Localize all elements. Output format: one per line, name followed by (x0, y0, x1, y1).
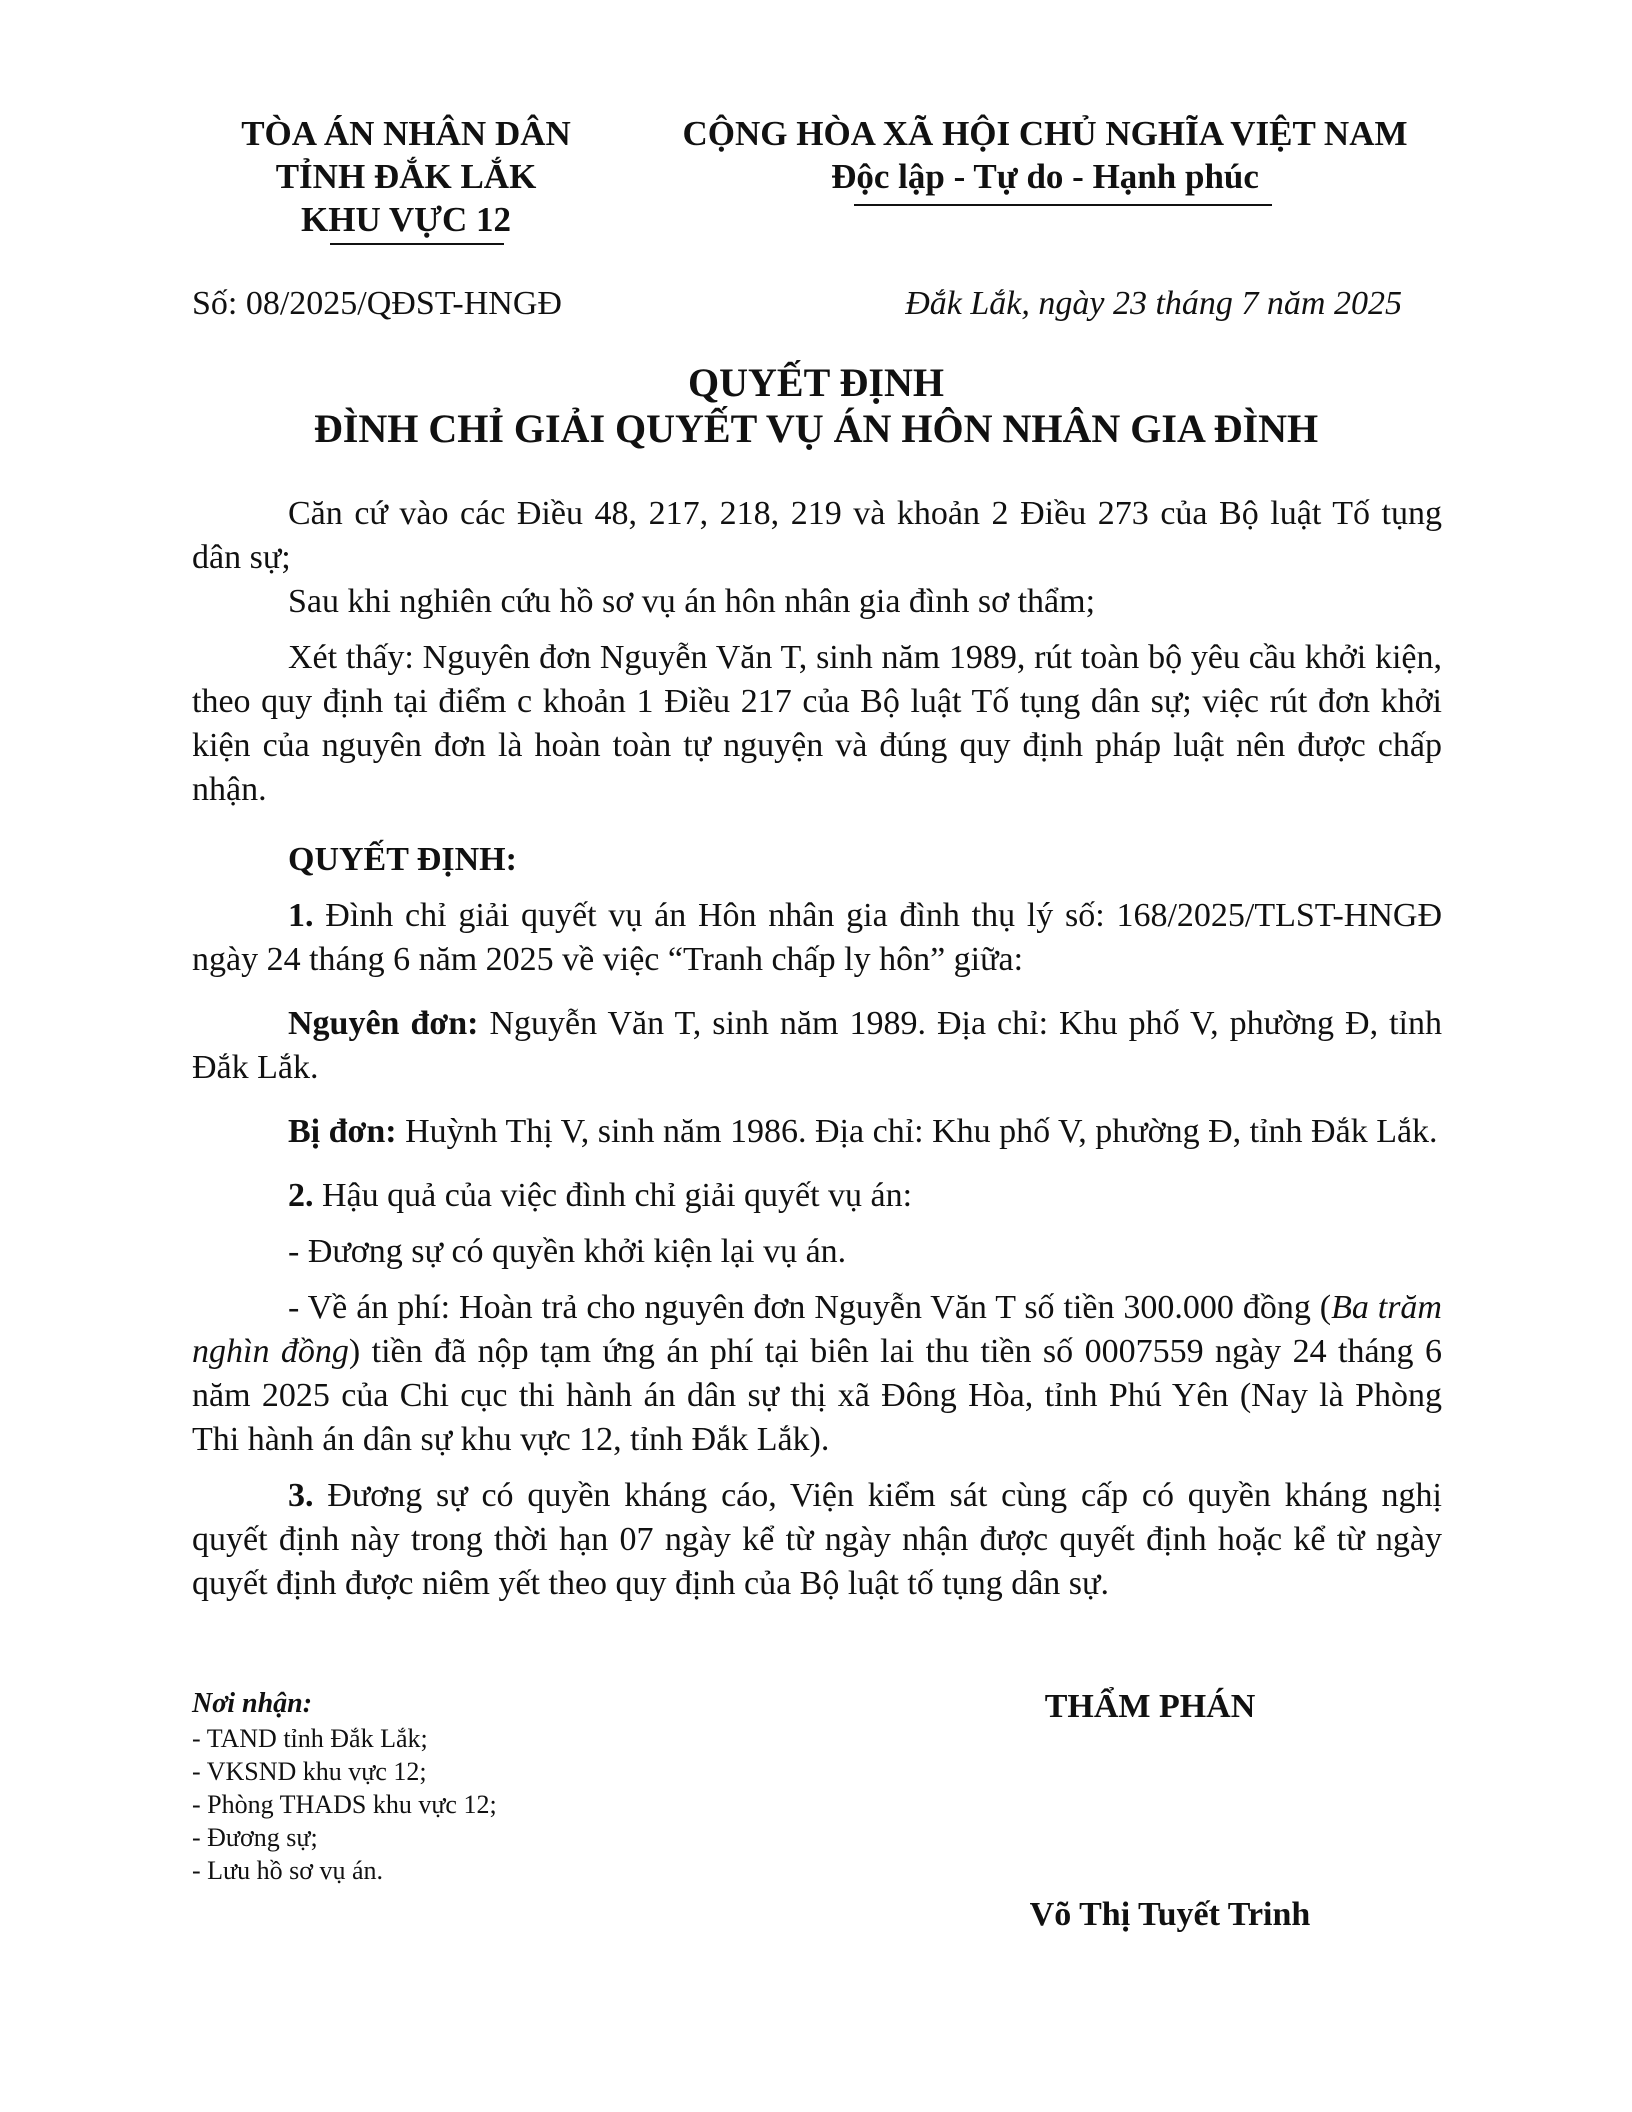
recipient-item: - Phòng THADS khu vực 12; (192, 1790, 497, 1819)
item-3-text: Đương sự có quyền kháng cáo, Viện kiểm sát cùng cấp có quyền kháng nghị quyết định này trong thời hạn 07 ngày kể từ ngày nhận được quyết định hoặc kể từ ngày quyết định được niêm yết theo quy định của Bộ luật tố tụng dân sự. (192, 1477, 1442, 1602)
item-2-consequence-b (192, 1286, 1442, 1462)
court-header (196, 112, 616, 241)
defendant-label: Bị đơn: (288, 1113, 397, 1150)
document-title (0, 360, 1632, 452)
recipient-item: - Lưu hồ sơ vụ án. (192, 1856, 384, 1885)
item-3-number: 3. (288, 1477, 314, 1514)
item-1-text: Đình chỉ giải quyết vụ án Hôn nhân gia đình thụ lý số: 168/2025/TLST-HNGĐ ngày 24 tháng 6 năm 2025 về việc “Tranh chấp ly hôn” giữa: (192, 897, 1442, 978)
fee-text-end: ) tiền đã nộp tạm ứng án phí tại biên lai thu tiền số 0007559 ngày 24 tháng 6 năm 2025 của Chi cục thi hành án dân sự thị xã Đông Hòa, tỉnh Phú Yên (Nay là Phòng Thi hành án dân sự khu vực 12, tỉnh Đắk Lắk). (192, 1333, 1442, 1458)
fee-text-start: - Về án phí: Hoàn trả cho nguyên đơn Nguyễn Văn T số tiền 300.000 đồng ( (288, 1289, 1332, 1326)
recipients-block (192, 1686, 792, 1887)
item-2-consequence-a: - Đương sự có quyền khởi kiện lại vụ án. (288, 1233, 847, 1270)
recipients-list (192, 1722, 792, 1887)
defendant-paragraph (192, 1110, 1442, 1154)
document-number: Số: 08/2025/QĐST-HNGĐ (192, 285, 562, 322)
national-name: CỘNG HÒA XÃ HỘI CHỦ NGHĨA VIỆT NAM (682, 114, 1408, 153)
item-1-number: 1. (288, 897, 314, 934)
legal-basis-1: Căn cứ vào các Điều 48, 217, 218, 219 và khoản 2 Điều 273 của Bộ luật Tố tụng dân sự; (192, 495, 1442, 576)
court-name-line3: KHU VỰC 12 (301, 200, 511, 239)
national-header (640, 112, 1450, 198)
recipient-item: - TAND tỉnh Đắk Lắk; (192, 1724, 428, 1753)
fee-amount-in-words: Ba trăm nghìn đồng (192, 1289, 1442, 1370)
title-line1: QUYẾT ĐỊNH (688, 360, 944, 405)
judge-name: Võ Thị Tuyết Trinh (1029, 1896, 1311, 1933)
place-date: Đắk Lắk, ngày 23 tháng 7 năm 2025 (905, 285, 1402, 322)
decision-item-3 (192, 1474, 1442, 1606)
legal-basis-2: Sau khi nghiên cứu hồ sơ vụ án hôn nhân gia đình sơ thẩm; (288, 583, 1096, 620)
document-body (192, 492, 1442, 1606)
plaintiff-text: Nguyễn Văn T, sinh năm 1989. Địa chỉ: Khu phố V, phường Đ, tỉnh Đắk Lắk. (192, 1005, 1442, 1086)
judge-title: THẨM PHÁN (1044, 1688, 1256, 1725)
national-motto: Độc lập - Tự do - Hạnh phúc (831, 157, 1259, 196)
decision-item-1 (192, 894, 1442, 982)
plaintiff-label: Nguyên đơn: (288, 1005, 479, 1042)
decision-heading: QUYẾT ĐỊNH: (288, 841, 517, 878)
recipient-item: - Đương sự; (192, 1823, 318, 1852)
considering-paragraph: Xét thấy: Nguyên đơn Nguyễn Văn T, sinh năm 1989, rút toàn bộ yêu cầu khởi kiện, theo quy định tại điểm c khoản 1 Điều 217 của Bộ luật Tố tụng dân sự; việc rút đơn khởi kiện của nguyên đơn là hoàn toàn tự nguyện và đúng quy định pháp luật nên được chấp nhận. (192, 639, 1442, 808)
court-name-line2: TỈNH ĐẮK LẮK (275, 157, 537, 196)
recipients-heading: Nơi nhận: (192, 1688, 313, 1719)
court-underline (330, 243, 504, 245)
plaintiff-paragraph (192, 1002, 1442, 1090)
decision-item-2 (192, 1174, 1442, 1218)
motto-underline (854, 204, 1272, 206)
defendant-text: Huỳnh Thị V, sinh năm 1986. Địa chỉ: Khu phố V, phường Đ, tỉnh Đắk Lắk. (396, 1113, 1438, 1150)
court-name-line1: TÒA ÁN NHÂN DÂN (241, 114, 571, 153)
title-line2: ĐÌNH CHỈ GIẢI QUYẾT VỤ ÁN HÔN NHÂN GIA ĐÌNH (313, 406, 1319, 451)
item-2-text: Hậu quả của việc đình chỉ giải quyết vụ án: (313, 1177, 913, 1214)
recipient-item: - VKSND khu vực 12; (192, 1757, 427, 1786)
item-2-number: 2. (288, 1177, 314, 1214)
